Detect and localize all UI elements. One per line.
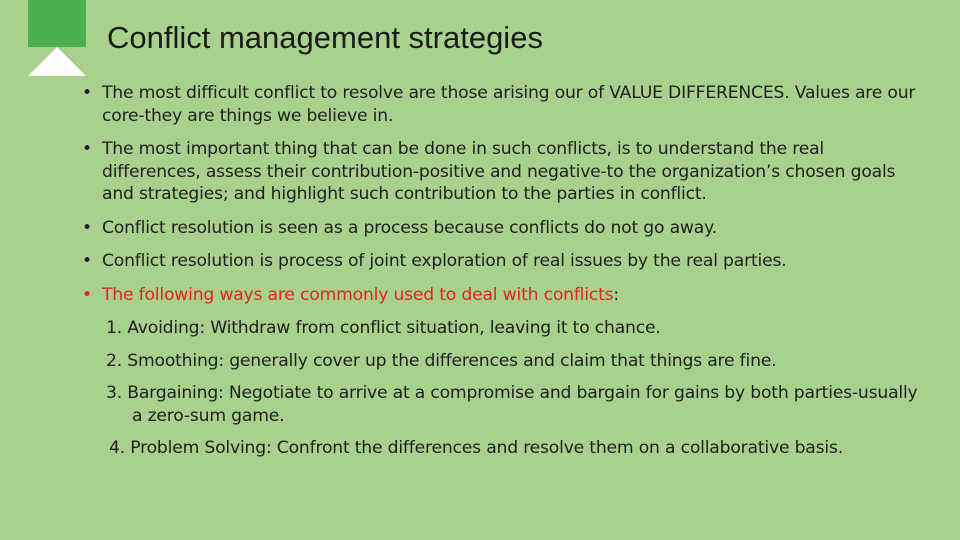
bullet-text: Conflict resolution is seen as a process because conflicts do not go away. <box>102 217 717 238</box>
bullet-item <box>82 217 922 240</box>
strategy-item: 1. Avoiding: Withdraw from conflict situation, leaving it to chance. <box>106 318 661 338</box>
bullet-suffix: : <box>613 284 619 305</box>
bullet-text: The following ways are commonly used to deal with conflicts <box>102 284 614 305</box>
bullet-text: Conflict resolution is process of joint exploration of real issues by the real parties. <box>102 251 787 271</box>
bullet-dot: • <box>82 284 92 305</box>
bullet-dot: • <box>82 139 92 159</box>
bullet-dot: • <box>82 217 92 238</box>
page-title: Conflict management strategies <box>107 20 543 55</box>
bullet-item <box>82 138 922 206</box>
bullet-text: The most difficult conflict to resolve are those arising our of VALUE DIFFERENCES. Values are our core-they are things we believe in. <box>102 83 916 126</box>
strategy-item: 3. Bargaining: Negotiate to arrive at a compromise and bargain for gains by both parties-usually a zero-sum game. <box>106 383 918 426</box>
bullet-item <box>82 82 922 127</box>
strategy-item: 4. Problem Solving: Confront the differences and resolve them on a collaborative basis. <box>109 438 843 458</box>
bullet-dot: • <box>82 251 92 271</box>
bullet-item-highlighted <box>82 284 922 307</box>
strategy-item: 2. Smoothing: generally cover up the differences and claim that things are fine. <box>106 350 777 371</box>
slide-body <box>82 82 922 470</box>
corner-decoration <box>28 0 86 76</box>
bullet-dot: • <box>82 83 92 103</box>
bullet-text: The most important thing that can be done in such conflicts, is to understand the real differences, assess their contribution-positive and negative-to the organization’s chosen goals and strategies; and highlight such contribution to the parties in conflict. <box>102 139 896 204</box>
bullet-item <box>82 250 922 273</box>
